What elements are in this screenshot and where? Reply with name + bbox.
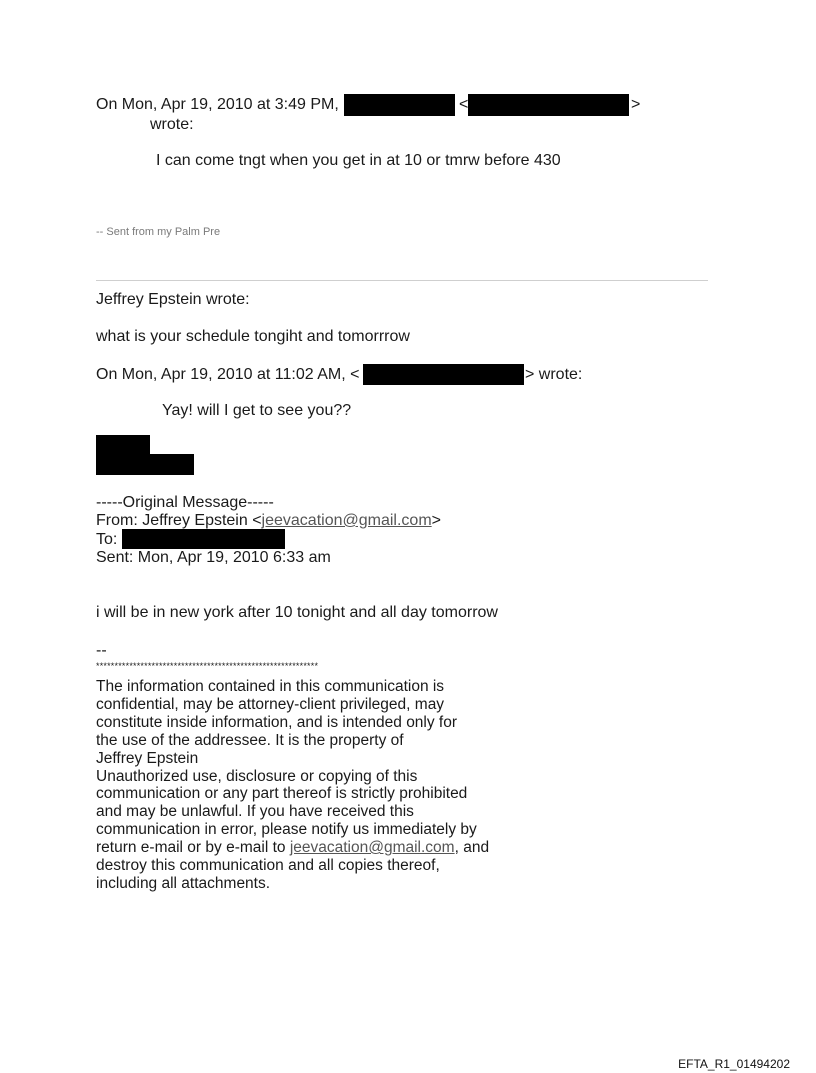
reply1-wrote: wrote: xyxy=(150,116,194,133)
reply1-body: I can come tngt when you get in at 10 or tmrw before 430 xyxy=(156,152,561,169)
disclaimer xyxy=(96,678,489,893)
disclaimer-line: including all attachments. xyxy=(96,874,271,892)
disclaimer-line: The information contained in this communication is xyxy=(96,678,445,695)
reply3-header-suffix: > wrote: xyxy=(525,366,583,383)
reply2-body: what is your schedule tongiht and tomorrrow xyxy=(96,328,410,345)
redaction-box xyxy=(344,94,455,116)
original-title: -----Original Message----- xyxy=(96,494,274,511)
disclaimer-email-link[interactable]: jeevacation@gmail.com xyxy=(289,839,455,857)
reply1-gt: > xyxy=(631,96,641,113)
disclaimer-line: destroy this communication and all copies thereof, xyxy=(96,857,440,875)
redaction-box xyxy=(468,94,629,116)
redaction-box xyxy=(122,529,285,549)
disclaimer-line: communication in error, please notify us immediately by xyxy=(96,821,477,839)
disclaimer-return-suffix: , and xyxy=(454,839,490,857)
disclaimer-line: Jeffrey Epstein xyxy=(96,749,199,767)
disclaimer-line: the use of the addressee. It is the property of xyxy=(96,731,404,749)
redaction-box xyxy=(96,435,150,455)
document-id: EFTA_R1_01494202 xyxy=(678,1057,790,1071)
original-body: i will be in new york after 10 tonight and all day tomorrow xyxy=(96,604,498,621)
original-from-label: From: Jeffrey Epstein < xyxy=(96,512,262,529)
disclaimer-line: Unauthorized use, disclosure or copying of this xyxy=(96,767,418,785)
redaction-box xyxy=(363,364,524,385)
from-email-link[interactable]: jeevacation@gmail.com xyxy=(261,512,432,529)
divider xyxy=(96,280,708,281)
disclaimer-line: and may be unlawful. If you have received this xyxy=(96,803,414,821)
reply1-header-prefix: On Mon, Apr 19, 2010 at 3:49 PM, xyxy=(96,96,339,113)
redaction-box xyxy=(96,454,194,475)
reply1-header xyxy=(96,96,339,114)
disclaimer-return-line xyxy=(96,839,489,857)
reply3-body: Yay! will I get to see you?? xyxy=(162,402,352,419)
disclaimer-line: communication or any part thereof is strictly prohibited xyxy=(96,785,468,803)
original-from xyxy=(96,512,441,530)
original-to-label: To: xyxy=(96,531,118,548)
disclaimer-line: confidential, may be attorney-client privileged, may xyxy=(96,695,445,713)
reply1-signature: -- Sent from my Palm Pre xyxy=(96,226,221,238)
disclaimer-line: constitute inside information, and is intended only for xyxy=(96,713,458,731)
reply3-header-prefix: On Mon, Apr 19, 2010 at 11:02 AM, < xyxy=(96,366,360,383)
reply2-author: Jeffrey Epstein wrote: xyxy=(96,291,250,308)
original-sent: Sent: Mon, Apr 19, 2010 6:33 am xyxy=(96,549,331,566)
reply1-lt: < xyxy=(459,96,469,113)
signature-stars: ************************************************************ xyxy=(96,661,319,671)
disclaimer-return-prefix: return e-mail or by e-mail to xyxy=(96,839,290,857)
original-from-close: > xyxy=(431,512,441,529)
signature-dash: -- xyxy=(96,642,107,659)
